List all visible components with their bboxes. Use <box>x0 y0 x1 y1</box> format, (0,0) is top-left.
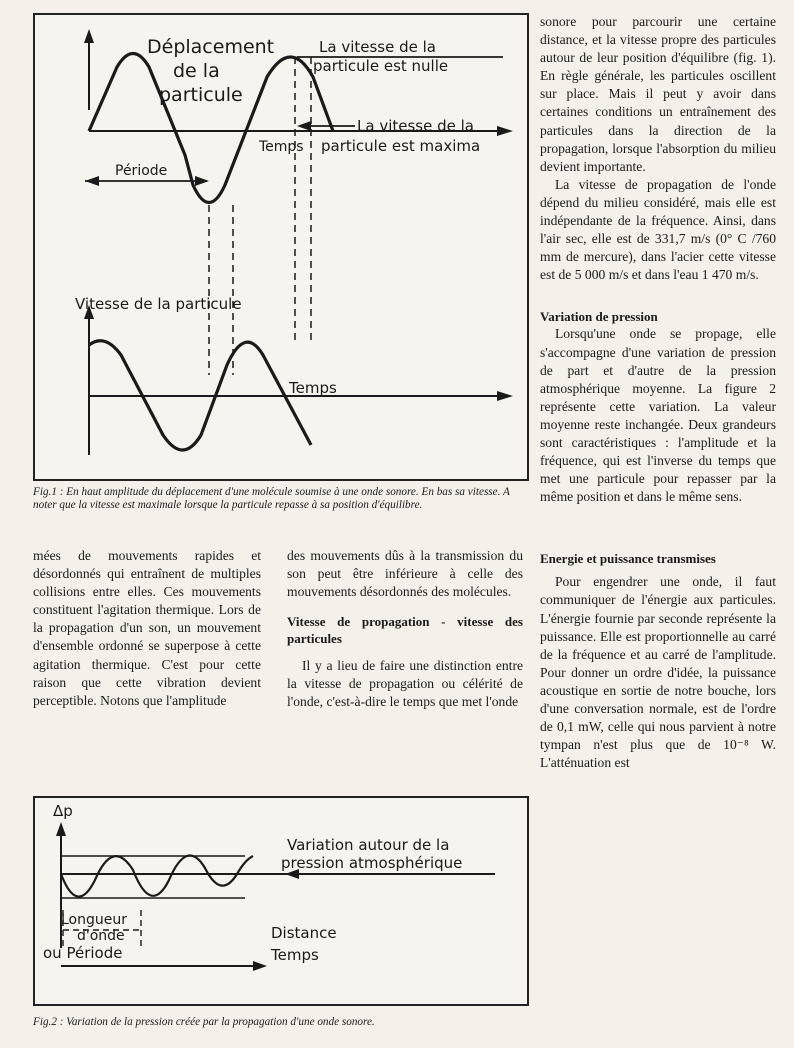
section-heading-pressure: Variation de pression <box>540 309 658 325</box>
figure-2 <box>33 796 529 1006</box>
label-time-top: Temps <box>259 139 304 155</box>
figure-1 <box>33 13 529 481</box>
column-left <box>33 547 261 710</box>
label-wavelength-1: Longueur <box>61 912 127 928</box>
paragraph: Il y a lieu de faire une distinction entre la vitesse de propagation ou célérité de l'onde, c'est-à-dire le temps que met l'onde <box>287 658 523 710</box>
label-variation-1: Variation autour de la <box>287 836 450 854</box>
label-variation-2: pression atmosphérique <box>281 854 463 872</box>
label-displacement-3: particule <box>159 84 243 106</box>
label-wavelength-2: d'onde <box>77 928 125 944</box>
paragraph: Lorsqu'une onde se propage, elle s'accompagne d'une variation de pression de part et d'autre de la pression atmosphérique moyenne. La figure 2 représente cette variation. La valeur moyenne reste inchangée. Deux grandeurs sont caractéristiques : l'amplitude et la fréquence, qui est l'inverse du temps que met une particule pour repasser par la même position et dans le même sens. <box>540 326 776 505</box>
label-speed-particle: Vitesse de la particule <box>75 295 242 313</box>
column-right <box>540 13 776 772</box>
figure-1-caption: Fig.1 : En haut amplitude du déplacement d'une molécule soumise à une onde sonore. En bas sa vitesse. A noter que la vitesse est maximale lorsque la particule repasse à sa position d'équilibre. <box>33 486 510 511</box>
section-heading-speed: Vitesse de propagation - vitesse des particules <box>287 614 523 647</box>
label-distance: Distance <box>271 924 337 942</box>
label-speed-null-1: La vitesse de la <box>319 38 436 56</box>
label-displacement-2: de la <box>173 60 220 82</box>
paragraph: des mouvements dûs à la transmission du son peut être inférieure à celle des mouvements désordonnés des molécules. <box>287 548 523 600</box>
y-axis-arrow-top <box>84 29 94 43</box>
label-speed-null-2: particule est nulle <box>313 57 449 75</box>
paragraph: sonore pour parcourir une certaine distance, et la vitesse propre des particules autour de leur position d'équilibre (fig. 1). En règle générale, les particules oscillent sur place. Mais il peut y avoir dans certaines conditions un entraînement des particules dans la direction de la propagation, lorsque l'absorption du milieu devient importante. <box>540 14 776 174</box>
label-displacement-1: Déplacement <box>147 36 275 58</box>
section-heading-energy: Energie et puissance transmises <box>540 551 716 567</box>
label-period: Période <box>115 163 168 179</box>
paragraph: mées de mouvements rapides et désordonnés qui entraînent de multiples collisions entre elles. Ces mouvements constituent l'agitation thermique. Lors de la propagation d'un son, un mouvement d'ensemble ordonné se superpose à cette agitation thermique. C'est pour cette raison que cette vibration devient perceptible. Notons que l'amplitude <box>33 548 261 708</box>
paragraph: La vitesse de propagation de l'onde dépend du milieu considéré, mais elle est indépendante de la fréquence. Ainsi, dans l'air sec, elle est de 331,7 m/s (0° C /760 mm de mercure), dans l'acier cette vitesse est de 5 000 m/s et dans l'eau 1 470 m/s. <box>540 176 776 283</box>
paragraph: Pour engendrer une onde, il faut communiquer de l'énergie aux particules. L'énergie fournie par seconde représente la puissance. Elle est proportionnelle au carré de la fréquence et au carré de l'amplitude. Pour donner un ordre d'idée, la puissance acoustique en sortie de notre bouche, lors d'une conversation normale, est de l'ordre de 0,1 mW, celle qui nous parvient à notre tympan n'est plus que de 10⁻⁸ W. L'atténuation est <box>540 574 776 771</box>
label-speed-max-1: La vitesse de la <box>357 117 474 135</box>
column-middle <box>287 547 523 712</box>
label-dp: Δp <box>53 802 73 820</box>
figure-2-caption: Fig.2 : Variation de la pression créée par la propagation d'une onde sonore. <box>33 1016 375 1028</box>
label-time: Temps <box>271 946 319 964</box>
label-speed-max-2: particule est maxima <box>321 137 481 155</box>
label-time-bottom: Temps <box>289 379 337 397</box>
pressure-wave <box>61 856 253 897</box>
label-or-period: ou Période <box>43 944 123 962</box>
